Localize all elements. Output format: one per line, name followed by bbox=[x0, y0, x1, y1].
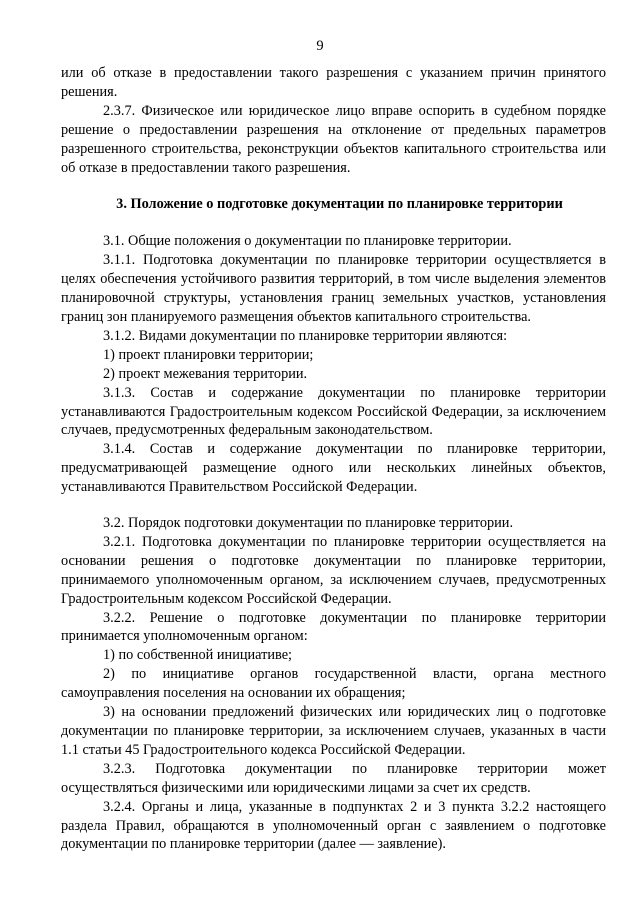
paragraph-3-2-1: 3.2.1. Подготовка документации по планировке территории осуществляется на основании решения о подготовке документации по планировке территории, принимаемого уполномоченным органом, за исключением случаев, предусмотренных Градостроительным кодексом Российской Федерации. bbox=[61, 533, 606, 607]
paragraph-3-1-3: 3.1.3. Состав и содержание документации по планировке территории устанавливаются Градостроительным кодексом Российской Федерации, за исключением случаев, предусмотренных федеральным законодательством. bbox=[61, 384, 606, 439]
paragraph-2-3-7: 2.3.7. Физическое или юридическое лицо вправе оспорить в судебном порядке решение о предоставлении разрешения на отклонение от предельных параметров разрешенного строительства, реконструкции объектов капитального строительства или об отказе в предоставлении такого разрешения. bbox=[61, 102, 606, 176]
list-item-state-initiative: 2) по инициативе органов государственной власти, органа местного самоуправления поселения на основании их обращения; bbox=[61, 666, 606, 702]
list-item-surveying-project: 2) проект межевания территории. bbox=[103, 365, 308, 382]
document-body bbox=[61, 64, 606, 854]
list-item-proposals: 3) на основании предложений физических или юридических лиц о подготовке документации по планировке территории, за исключением случаев, указанных в части 1.1 статьи 45 Градостроительного кодекса Российской Федерации. bbox=[61, 704, 606, 758]
list-item-planning-project: 1) проект планировки территории; bbox=[103, 346, 314, 363]
paragraph-continuation: или об отказе в предоставлении такого разрешения с указанием причин принятого решения. bbox=[61, 65, 606, 100]
list-item-own-initiative: 1) по собственной инициативе; bbox=[103, 647, 293, 664]
page-number: 9 bbox=[316, 38, 324, 54]
paragraph-3-1-1: 3.1.1. Подготовка документации по планировке территории осуществляется в целях обеспечения устойчивого развития территорий, в том числе выделения элементов планировочной структуры, установления границ земельных участков, установления границ зон планируемого размещения объектов капитального строительства. bbox=[61, 252, 606, 325]
paragraph-3-2-4: 3.2.4. Органы и лица, указанные в подпунктах 2 и 3 пункта 3.2.2 настоящего раздела Правил, обращаются в уполномоченный орган с заявлением о подготовке документации по планировке территории (далее — заявление). bbox=[61, 798, 606, 853]
paragraph-3-1: 3.1. Общие положения о документации по планировке территории. bbox=[103, 233, 512, 250]
paragraph-3-2-2: 3.2.2. Решение о подготовке документации по планировке территории принимается уполномоченным органом: bbox=[61, 609, 606, 645]
section-heading-3: 3. Положение о подготовке документации по планировке территории bbox=[116, 196, 563, 213]
paragraph-3-1-4: 3.1.4. Состав и содержание документации по планировке территории, предусматривающей размещение одного или нескольких линейных объектов, устанавливаются Правительством Российской Федерации. bbox=[61, 441, 606, 496]
paragraph-3-2-3: 3.2.3. Подготовка документации по планировке территории может осуществляться физическими или юридическими лицами за счет их средств. bbox=[61, 760, 606, 796]
paragraph-3-1-2: 3.1.2. Видами документации по планировке территории являются: bbox=[103, 327, 508, 344]
paragraph-3-2: 3.2. Порядок подготовки документации по планировке территории. bbox=[103, 515, 514, 532]
